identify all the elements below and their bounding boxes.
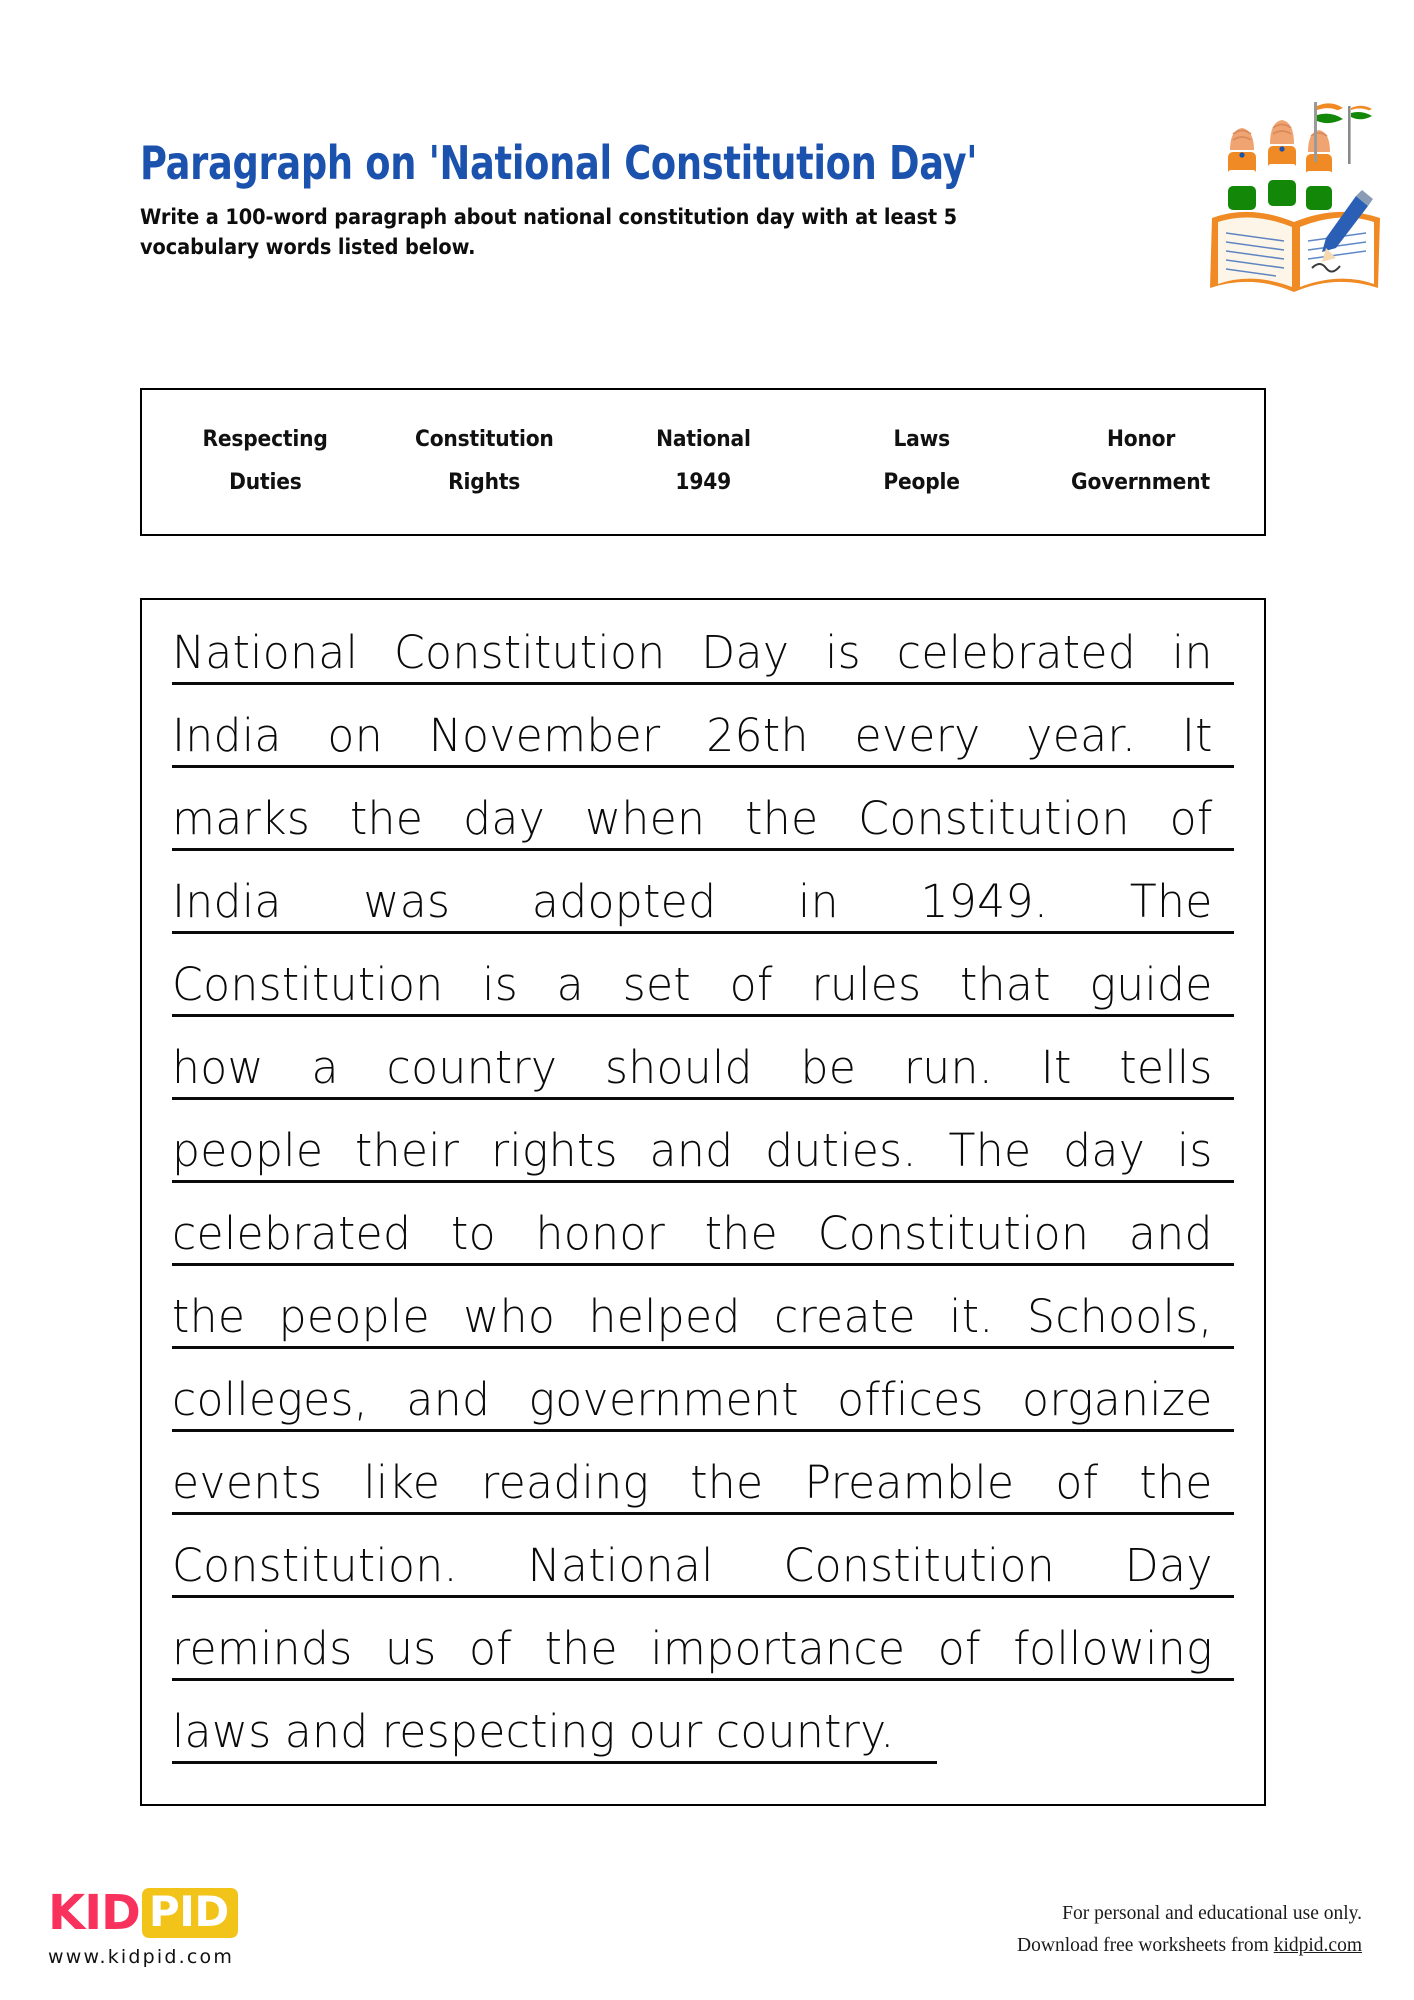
answer-line[interactable] bbox=[172, 1286, 1234, 1369]
raised-fist-center-icon bbox=[1268, 120, 1296, 206]
answer-word: should bbox=[604, 1041, 753, 1094]
writing-rule-line bbox=[172, 1097, 1234, 1100]
answer-line-text bbox=[172, 1452, 1213, 1514]
answer-word: and bbox=[1128, 1207, 1213, 1260]
answer-word: Constitution bbox=[393, 626, 666, 679]
answer-word: 26th bbox=[706, 709, 809, 762]
vocabulary-word: Constitution bbox=[414, 427, 554, 452]
answer-line-text bbox=[172, 871, 1213, 933]
answer-word: and bbox=[284, 1705, 369, 1758]
answer-word: Constitution bbox=[172, 958, 444, 1011]
answer-line-text bbox=[172, 1286, 1213, 1348]
vocabulary-word: People bbox=[883, 470, 961, 495]
answer-word: run. bbox=[903, 1041, 994, 1094]
website-url: www.kidpid.com bbox=[48, 1946, 235, 1968]
answer-word: and bbox=[649, 1124, 734, 1177]
vocabulary-row bbox=[156, 470, 1250, 495]
answer-word: of bbox=[1055, 1456, 1099, 1509]
answer-line[interactable] bbox=[172, 1369, 1234, 1452]
writing-rule-line bbox=[172, 848, 1234, 851]
answer-line[interactable] bbox=[172, 954, 1234, 1037]
answer-word: organize bbox=[1022, 1373, 1213, 1426]
answer-word: events bbox=[172, 1456, 323, 1509]
answer-word: a bbox=[311, 1041, 339, 1094]
answer-word: to bbox=[450, 1207, 496, 1260]
answer-word: us bbox=[384, 1622, 437, 1675]
answer-word: of bbox=[1169, 792, 1213, 845]
answer-word: the bbox=[544, 1622, 618, 1675]
india-flag-small-icon bbox=[1348, 106, 1372, 164]
answer-word: Schools, bbox=[1026, 1290, 1213, 1343]
answer-line-text bbox=[172, 1203, 1213, 1265]
answer-word: helped bbox=[588, 1290, 741, 1343]
answer-line[interactable] bbox=[172, 622, 1234, 705]
writing-rule-line bbox=[172, 1346, 1234, 1349]
open-book-icon bbox=[1210, 212, 1380, 292]
answer-word: rights bbox=[490, 1124, 618, 1177]
vocabulary-word-bank bbox=[140, 388, 1266, 536]
writing-rule-line bbox=[172, 1263, 1234, 1266]
answer-line-text bbox=[172, 954, 1213, 1016]
answer-line-text bbox=[172, 1535, 1213, 1597]
answer-line[interactable] bbox=[172, 705, 1234, 788]
kidpid-logo bbox=[48, 1886, 378, 1968]
answer-word: 1949. bbox=[920, 875, 1049, 928]
answer-line[interactable] bbox=[172, 1452, 1234, 1535]
footer-usage-note bbox=[1017, 1898, 1362, 1961]
answer-line-text bbox=[172, 622, 1213, 684]
page-title: Paragraph on 'National Constitution Day' bbox=[140, 136, 978, 190]
answer-word: every bbox=[854, 709, 981, 762]
answer-word: tells bbox=[1119, 1041, 1213, 1094]
vocabulary-word: Laws bbox=[893, 427, 951, 452]
vocabulary-word: National bbox=[655, 427, 751, 452]
paragraph-answer-area[interactable] bbox=[140, 598, 1266, 1806]
answer-line[interactable] bbox=[172, 1535, 1234, 1618]
writing-rule-line bbox=[172, 765, 1234, 768]
answer-word: reminds bbox=[172, 1622, 353, 1675]
answer-word: colleges, bbox=[172, 1373, 369, 1426]
answer-word: and bbox=[406, 1373, 491, 1426]
writing-rule-line bbox=[172, 682, 1234, 685]
answer-word: Constitution. bbox=[172, 1539, 458, 1592]
answer-word: National bbox=[527, 1539, 714, 1592]
vocabulary-word: Honor bbox=[1106, 427, 1175, 452]
answer-line[interactable] bbox=[172, 1037, 1234, 1120]
usage-note-line-1: For personal and educational use only. bbox=[1062, 1903, 1362, 1924]
answer-word: on bbox=[327, 709, 383, 762]
writing-rule-line bbox=[172, 931, 1234, 934]
logo-kid-text: KID bbox=[48, 1885, 140, 1941]
answer-word: of bbox=[937, 1622, 981, 1675]
answer-line-text bbox=[172, 1618, 1213, 1680]
answer-word: Preamble bbox=[804, 1456, 1015, 1509]
answer-word: people bbox=[172, 1124, 324, 1177]
answer-word: following bbox=[1013, 1622, 1213, 1675]
logo-mark bbox=[48, 1886, 378, 1940]
answer-word: set bbox=[622, 958, 691, 1011]
answer-word: the bbox=[690, 1456, 764, 1509]
answer-word: their bbox=[354, 1124, 460, 1177]
answer-word: reading bbox=[481, 1456, 650, 1509]
raised-fist-right-icon bbox=[1306, 130, 1332, 210]
answer-word: country. bbox=[715, 1705, 895, 1758]
answer-word: be bbox=[800, 1041, 857, 1094]
answer-word: of bbox=[729, 958, 773, 1011]
logo-pid-text: PID bbox=[148, 1887, 229, 1936]
answer-word: celebrated bbox=[896, 626, 1137, 679]
vocabulary-word: Duties bbox=[229, 470, 302, 495]
answer-word: India bbox=[172, 709, 282, 762]
answer-word: country bbox=[386, 1041, 558, 1094]
writing-rule-line bbox=[172, 1429, 1234, 1432]
answer-line-text bbox=[172, 1037, 1213, 1099]
answer-word: It bbox=[1181, 709, 1213, 762]
answer-line-text bbox=[172, 705, 1213, 767]
answer-word: was bbox=[363, 875, 451, 928]
instructions-text: Write a 100-word paragraph about national constitution day with at least 5 vocabulary words listed below. bbox=[140, 204, 958, 261]
answer-word: the bbox=[1139, 1456, 1213, 1509]
answer-line[interactable] bbox=[172, 871, 1234, 954]
writing-rule-line bbox=[172, 1595, 1234, 1598]
answer-word: in bbox=[798, 875, 839, 928]
kidpid-link[interactable]: kidpid.com bbox=[1273, 1934, 1362, 1956]
download-note-prefix: Download free worksheets from bbox=[1017, 1934, 1274, 1956]
answer-word: a bbox=[556, 958, 585, 1011]
answer-line-text bbox=[172, 1369, 1213, 1431]
answer-word: National bbox=[172, 626, 359, 679]
answer-word: laws bbox=[172, 1705, 272, 1758]
answer-word: November bbox=[428, 709, 661, 762]
answer-word: the bbox=[349, 792, 424, 845]
answer-word: importance bbox=[650, 1622, 906, 1675]
answer-word: how bbox=[172, 1041, 264, 1094]
answer-word: year. bbox=[1026, 709, 1137, 762]
answer-word: our bbox=[628, 1705, 703, 1758]
writing-rule-line bbox=[172, 1014, 1234, 1017]
answer-word: when bbox=[584, 792, 706, 845]
answer-word: Constitution bbox=[858, 792, 1130, 845]
answer-line[interactable] bbox=[172, 1120, 1234, 1203]
answer-line-text bbox=[172, 1701, 1213, 1763]
writing-rule-line bbox=[172, 1678, 1234, 1681]
writing-rule-line bbox=[172, 1761, 937, 1764]
india-flags-fists-open-book-icon bbox=[1206, 100, 1386, 310]
vocabulary-word: 1949 bbox=[675, 470, 731, 495]
raised-fist-left-icon bbox=[1228, 128, 1256, 210]
writing-rule-line bbox=[172, 1180, 1234, 1183]
vocabulary-word: Government bbox=[1071, 470, 1211, 495]
answer-word: it. bbox=[949, 1290, 994, 1343]
vocabulary-word: Rights bbox=[448, 470, 521, 495]
answer-line[interactable] bbox=[172, 1203, 1234, 1286]
answer-word: India bbox=[172, 875, 282, 928]
answer-word: guide bbox=[1089, 958, 1213, 1011]
answer-word: government bbox=[528, 1373, 799, 1426]
worksheet-header bbox=[140, 136, 1270, 264]
answer-word: duties. bbox=[765, 1124, 917, 1177]
answer-word: Constitution bbox=[817, 1207, 1090, 1260]
answer-word: celebrated bbox=[172, 1207, 412, 1260]
answer-word: Day bbox=[701, 626, 790, 679]
answer-word: adopted bbox=[531, 875, 717, 928]
usage-note-line-2 bbox=[1017, 1930, 1362, 1962]
answer-word: honor bbox=[535, 1207, 666, 1260]
answer-word: is bbox=[1176, 1124, 1213, 1177]
answer-word: create bbox=[774, 1290, 916, 1343]
answer-word: respecting bbox=[381, 1705, 616, 1758]
answer-word: who bbox=[463, 1290, 556, 1343]
answer-word: that bbox=[960, 958, 1051, 1011]
answer-word: offices bbox=[837, 1373, 984, 1426]
answer-line[interactable] bbox=[172, 788, 1234, 871]
answer-word: in bbox=[1171, 626, 1213, 679]
vocabulary-word: Respecting bbox=[202, 427, 329, 452]
answer-line[interactable] bbox=[172, 1701, 1234, 1784]
answer-line-text bbox=[172, 1120, 1213, 1182]
answer-word: The bbox=[1129, 875, 1213, 928]
answer-word: Day bbox=[1124, 1539, 1213, 1592]
answer-word: day bbox=[1063, 1124, 1146, 1177]
vocabulary-row bbox=[156, 427, 1250, 452]
answer-word: the bbox=[172, 1290, 246, 1343]
answer-word: like bbox=[363, 1456, 441, 1509]
answer-word: is bbox=[482, 958, 519, 1011]
answer-line-text bbox=[172, 788, 1213, 850]
answer-word: of bbox=[469, 1622, 513, 1675]
answer-word: marks bbox=[172, 792, 311, 845]
answer-word: day bbox=[463, 792, 546, 845]
answer-word: people bbox=[278, 1290, 430, 1343]
answer-word: the bbox=[704, 1207, 778, 1260]
answer-line[interactable] bbox=[172, 1618, 1234, 1701]
answer-word: is bbox=[825, 626, 861, 679]
answer-word: The bbox=[948, 1124, 1032, 1177]
answer-word: It bbox=[1040, 1041, 1072, 1094]
writing-rule-line bbox=[172, 1512, 1234, 1515]
logo-pid-badge bbox=[142, 1888, 238, 1938]
answer-word: the bbox=[745, 792, 819, 845]
answer-word: Constitution bbox=[783, 1539, 1055, 1592]
answer-word: rules bbox=[811, 958, 922, 1011]
